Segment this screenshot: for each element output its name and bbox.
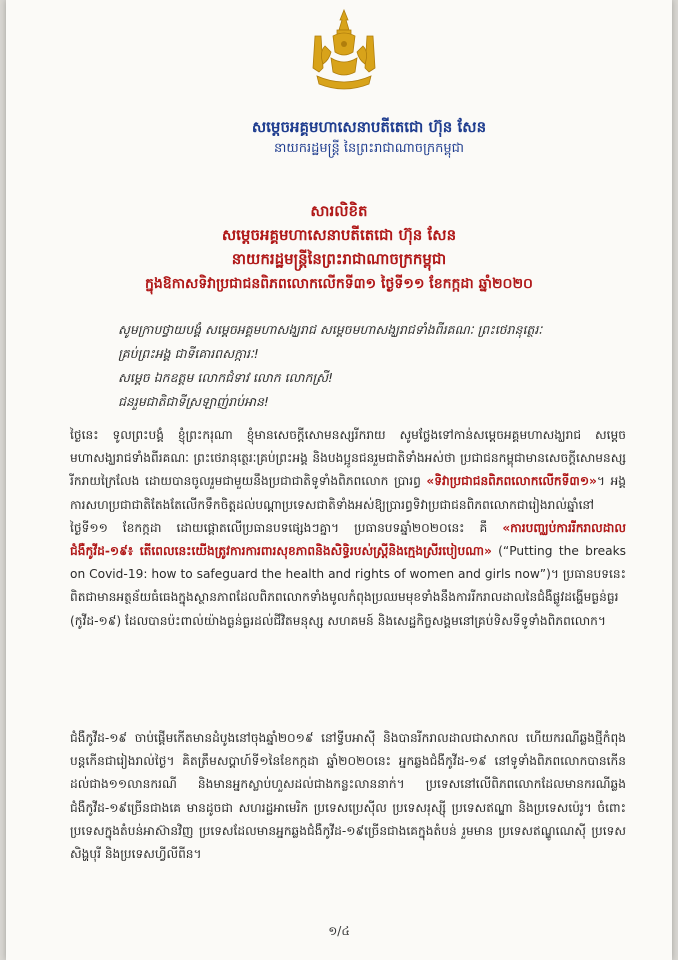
sender-block (6, 118, 672, 160)
theme-english: (“Putting the breaks on Covid-19: how to safeguard the health and rights of women and girls now”) (70, 544, 626, 582)
paragraph-1-text-a: ថ្ងៃនេះ ទូលព្រះបង្គំ ខ្ញុំព្រះករុណា ខ្ញុំមានសេចក្តីសោមនស្សរីករាយ សូមថ្លែងទៅកាន់សម្តេចអគ្គមហាសង្ឃរាជ សម្តេចមហាសង្ឃរាជទាំងពីរគណៈ ព្រះថេរានុត្ថេរៈគ្រប់ព្រះអង្គ និងបងប្អូនជនរួមជាតិទាំងអស់ថា ប្រជាជនកម្ពុជាមានសេចក្តីសោមនស្សរីករាយក្រៃលែង ដោយបានចូលរួមជាមួយនឹងប្រជាជាតិទូទាំងពិភពលោក ប្រារព្ធ (70, 428, 626, 489)
title-line-3: នាយករដ្ឋមន្ត្រីនៃព្រះរាជាណាចក្រកម្ពុជា (231, 250, 447, 268)
title-line-2: សម្តេចអគ្គមហាសេនាបតីតេជោ ហ៊ុន សែន (221, 226, 457, 244)
paragraph-2: ជំងឺកូវីដ-១៩ ចាប់ផ្តើមកើតមានដំបូងនៅចុងឆ្នាំ២០១៩ នៅទ្វីបអាស៊ី និងបានរីករាលដាលជាសាកល ហើយករណីឆ្លងថ្មីកំពុងបន្តកើនជារៀងរាល់ថ្ងៃ។ គិតត្រឹមសប្តាហ៍ទី១នៃខែកក្កដា ឆ្នាំ២០២០នេះ អ្នកឆ្លងជំងឺកូវីដ-១៩ នៅទូទាំងពិភពលោកបានកើនដល់ជាង១១លានករណី និងមានអ្នកស្លាប់ហួសដល់ជាងកន្លះលាននាក់។ ប្រទេសនៅលើពិភពលោកដែលមានករណីឆ្លងជំងឺកូវីដ-១៩ច្រើនជាងគេ មានដូចជា សហរដ្ឋអាមេរិក ប្រទេសប្រេស៊ីល ប្រទេសរុស្ស៊ី ប្រទេសឥណ្ឌា និងប្រទេសប៉េរូ។ ចំពោះប្រទេសក្នុងតំបន់អាស៊ានវិញ ប្រទេសដែលមានអ្នកឆ្លងជំងឺកូវីដ-១៩ច្រើនជាងគេក្នុងតំបន់ រួមមាន ប្រទេសឥណ្ឌូណេស៊ី ប្រទេសសិង្ហបុរី និងប្រទេសហ្វីលីពីន។ (70, 731, 626, 862)
sender-name: សម្តេចអគ្គមហាសេនាបតីតេជោ ហ៊ុន សែន (251, 118, 487, 136)
greeting-line: សូមក្រាបថ្វាយបង្គំ សម្តេចអគ្គមហាសង្ឃរាជ សម្តេចមហាសង្ឃរាជទាំងពីរគណៈ ព្រះថេរានុត្ថេរៈ (118, 322, 543, 337)
title-line-1: សារលិខិត (310, 202, 368, 220)
paragraph-1-text-b: ។ អង្គការសហប្រជាជាតិតែងតែលើកទឹកចិត្តដល់បណ្តាប្រទេសជាតិទាំងអស់ឱ្យប្រារព្ធទិវាប្រជាជនពិភពលោកជារៀងរាល់ឆ្នាំនៅថ្ងៃទី១១ ខែកក្កដា ដោយផ្តោតលើប្រធានបទផ្សេងៗគ្នា។ ប្រធានបទឆ្នាំ២០២០នេះ គឺ (70, 474, 626, 535)
greeting-line: គ្រប់ព្រះអង្គ ជាទីគោរពសក្ការៈ! (118, 346, 259, 361)
letter-page (6, 0, 672, 960)
paragraph-1-text-c: ។ ប្រធានបទនេះពិតជាមានអត្ថន័យធំធេងក្នុងស្ថានភាពដែលពិភពលោកទាំងមូលកំពុងប្រឈមមុខទាំងនឹងការរីករាលដាលនៃជំងឺផ្លូវដង្ហើមធ្ងន់ធ្ងរ (កូវីដ-១៩) ដែលបានប៉ះពាល់យ៉ាងធ្ងន់ធ្ងរដល់ជីវិតមនុស្ស សហគមន៍ និងសេដ្ឋកិច្ចសង្គមនៅគ្រប់ទិសទីទូទាំងពិភពលោក។ (70, 567, 626, 628)
title-line-4: ក្នុងឱកាសទិវាប្រជាជនពិភពលោកលើកទី៣១ ថ្ងៃទី១១ ខែកក្កដា ឆ្នាំ២០២០ (145, 276, 533, 292)
event-name-highlight: «ទិវាប្រជាជនពិភពលោកលើកទី៣១» (426, 474, 597, 489)
royal-coat-of-arms-icon (303, 6, 385, 96)
greeting-line: ជនរួមជាតិជាទីស្រឡាញ់រាប់អាន! (118, 394, 269, 409)
greeting-line: សម្តេច ឯកឧត្តម លោកជំទាវ លោក លោកស្រី! (118, 370, 334, 385)
greeting-block (118, 318, 638, 414)
paragraph-1 (70, 424, 626, 633)
theme-highlight: «ការបញ្ឈប់ការរីករាលដាលជំងឺកូវីដ-១៩៖ តើពេលនេះយើងត្រូវការការពារសុខភាពនិងសិទ្ធិរបស់ស្ត្រីនិងក្មេងស្រីរបៀបណា» (70, 520, 626, 559)
letter-title (6, 202, 672, 298)
sender-title: នាយករដ្ឋមន្ត្រី នៃព្រះរាជាណាចក្រកម្ពុជា (274, 141, 464, 156)
page-number: ១/៤ (328, 924, 350, 938)
